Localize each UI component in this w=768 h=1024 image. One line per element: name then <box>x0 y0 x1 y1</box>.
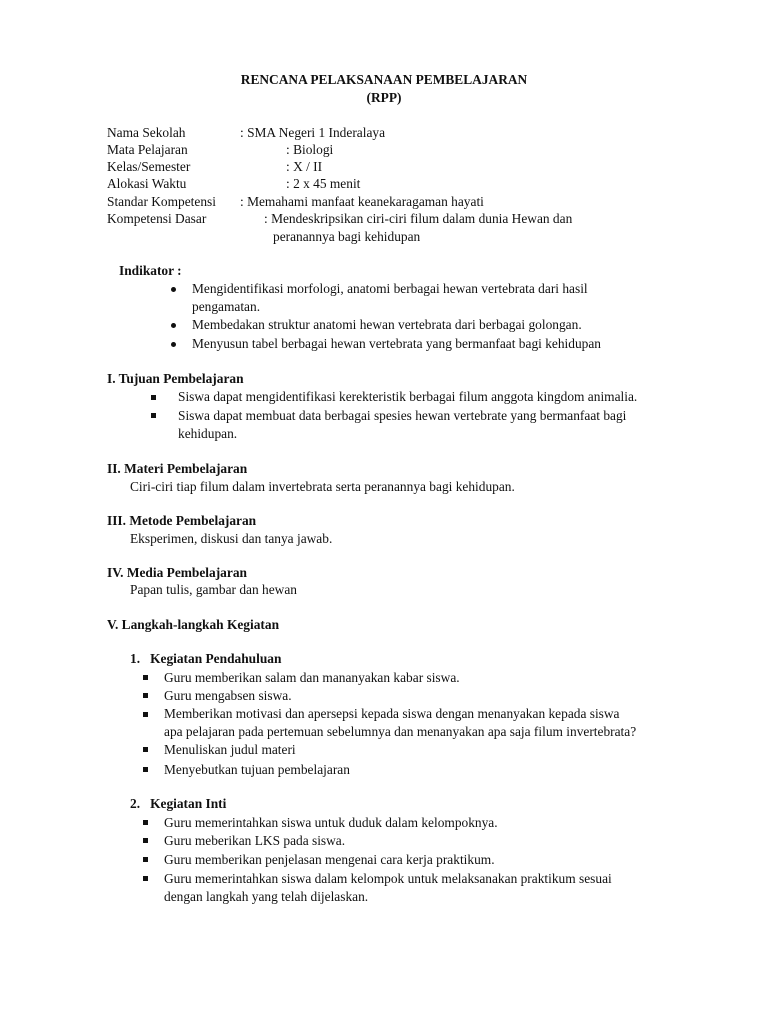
pendahuluan-item2: Guru mengabsen siswa. <box>164 688 292 703</box>
inti-item2: Guru meberikan LKS pada siswa. <box>164 833 346 848</box>
sk-value: : Memahami manfaat keanekaragaman hayati <box>240 194 484 209</box>
bullet-dot-icon <box>171 323 176 328</box>
media-text: Papan tulis, gambar dan hewan <box>130 582 297 597</box>
waktu-value: : 2 x 45 menit <box>286 176 361 191</box>
mapel-value: : Biologi <box>286 142 334 157</box>
inti-item1: Guru memerintahkan siswa untuk duduk dalam kelompoknya. <box>164 815 498 830</box>
indikator-heading: Indikator : <box>119 263 182 278</box>
sekolah-label: Nama Sekolah <box>107 125 186 140</box>
kelas-value: : X / II <box>286 159 323 174</box>
pendahuluan-item5: Menyebutkan tujuan pembelajaran <box>164 762 350 777</box>
kelas-label: Kelas/Semester <box>107 159 191 174</box>
bullet-square-icon <box>143 675 148 680</box>
pendahuluan-item1: Guru memberikan salam dan mananyakan kabar siswa. <box>164 670 460 685</box>
tujuan-item2-line2: kehidupan. <box>178 426 238 441</box>
bullet-square-icon <box>143 693 148 698</box>
materi-text: Ciri-ciri tiap filum dalam invertebrata serta peranannya bagi kehidupan. <box>130 479 515 494</box>
indikator-item3: Menyusun tabel berbagai hewan vertebrata yang bermanfaat bagi kehidupan <box>192 336 601 351</box>
indikator-item1-line1: Mengidentifikasi morfologi, anatomi berbagai hewan vertebrata dari hasil <box>192 281 588 296</box>
sk-label: Standar Kompetensi <box>107 194 216 209</box>
bullet-square-icon <box>143 747 148 752</box>
bullet-square-icon <box>143 712 148 717</box>
tujuan-item2-line1: Siswa dapat membuat data berbagai spesies hewan vertebrate yang bermanfaat bagi <box>178 408 627 423</box>
kd-value-line2: peranannya bagi kehidupan <box>273 229 421 244</box>
document-title: RENCANA PELAKSANAAN PEMBELAJARAN <box>240 72 528 87</box>
sekolah-value: : SMA Negeri 1 Inderalaya <box>240 125 386 140</box>
inti-item4-line2: dengan langkah yang telah dijelaskan. <box>164 889 369 904</box>
indikator-item1-line2: pengamatan. <box>192 299 261 314</box>
kd-value-line1: : Mendeskripsikan ciri-ciri filum dalam dunia Hewan dan <box>264 211 573 226</box>
document-subtitle: (RPP) <box>366 90 402 105</box>
pendahuluan-item3-line1: Memberikan motivasi dan apersepsi kepada siswa dengan menanyakan kepada siswa <box>164 706 620 721</box>
bullet-square-icon <box>151 413 156 418</box>
tujuan-heading: I. Tujuan Pembelajaran <box>107 371 244 386</box>
materi-heading: II. Materi Pembelajaran <box>107 461 248 476</box>
tujuan-item1: Siswa dapat mengidentifikasi kerekteristik berbagai filum anggota kingdom animalia. <box>178 389 638 404</box>
bullet-square-icon <box>143 767 148 772</box>
bullet-dot-icon <box>171 342 176 347</box>
indikator-item2: Membedakan struktur anatomi hewan vertebrata dari berbagai golongan. <box>192 317 582 332</box>
metode-text: Eksperimen, diskusi dan tanya jawab. <box>130 531 333 546</box>
mapel-label: Mata Pelajaran <box>107 142 188 157</box>
waktu-label: Alokasi Waktu <box>107 176 187 191</box>
bullet-dot-icon <box>171 287 176 292</box>
pendahuluan-item3-line2: apa pelajaran pada pertemuan sebelumnya dan menanyakan apa saja filum invertebrata? <box>164 724 637 739</box>
bullet-square-icon <box>143 857 148 862</box>
media-heading: IV. Media Pembelajaran <box>107 565 247 580</box>
pendahuluan-item4: Menuliskan judul materi <box>164 742 296 757</box>
inti-item4-line1: Guru memerintahkan siswa dalam kelompok untuk melaksanakan praktikum sesuai <box>164 871 612 886</box>
bullet-square-icon <box>143 838 148 843</box>
pendahuluan-heading: 1. Kegiatan Pendahuluan <box>130 651 282 666</box>
langkah-heading: V. Langkah-langkah Kegiatan <box>107 617 280 632</box>
kd-label: Kompetensi Dasar <box>107 211 207 226</box>
inti-heading: 2. Kegiatan Inti <box>130 796 227 811</box>
bullet-square-icon <box>143 876 148 881</box>
inti-item3: Guru memberikan penjelasan mengenai cara kerja praktikum. <box>164 852 495 867</box>
metode-heading: III. Metode Pembelajaran <box>107 513 257 528</box>
bullet-square-icon <box>143 820 148 825</box>
bullet-square-icon <box>151 395 156 400</box>
